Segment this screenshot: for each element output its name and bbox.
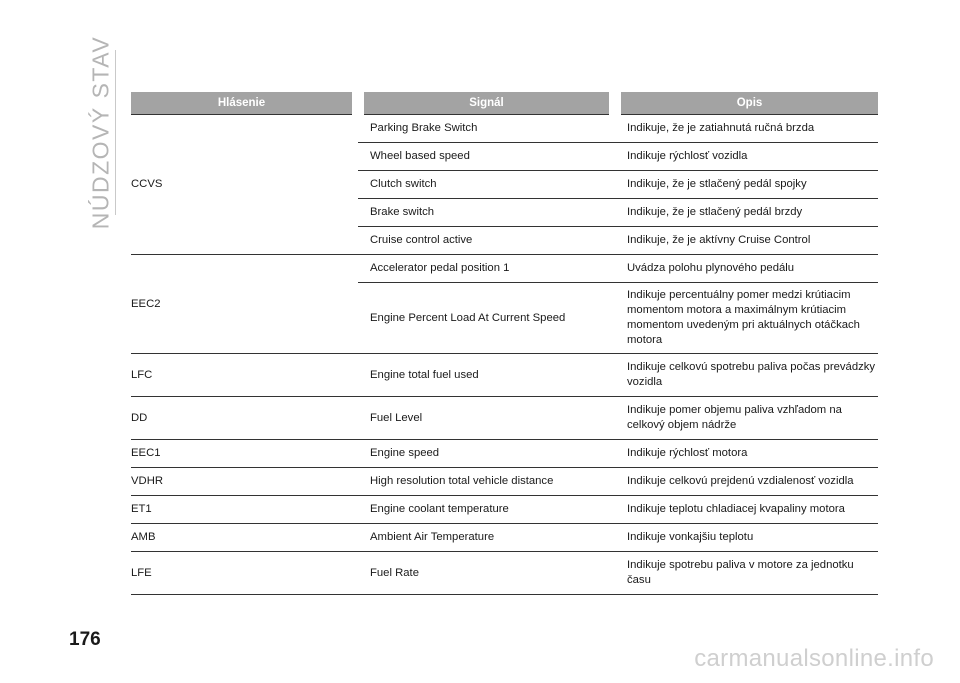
signal-cell: Engine coolant temperature — [358, 496, 615, 524]
signal-cell: High resolution total vehicle distance — [358, 468, 615, 496]
message-cell: VDHR — [131, 468, 358, 496]
table-row — [131, 115, 878, 143]
description-cell: Indikuje celkovú prejdenú vzdialenosť vozidla — [615, 468, 878, 496]
description-cell: Indikuje spotrebu paliva v motore za jednotku času — [615, 552, 878, 595]
watermark: carmanualsonline.info — [694, 645, 934, 672]
message-cell: EEC1 — [131, 440, 358, 468]
description-cell: Indikuje rýchlosť vozidla — [615, 143, 878, 171]
message-cell: LFE — [131, 552, 358, 595]
signal-cell: Engine Percent Load At Current Speed — [358, 283, 615, 354]
signal-cell: Engine speed — [358, 440, 615, 468]
section-title — [86, 35, 116, 230]
signal-cell: Engine total fuel used — [358, 354, 615, 397]
signal-cell: Accelerator pedal position 1 — [358, 255, 615, 283]
message-cell: AMB — [131, 524, 358, 552]
message-cell: DD — [131, 397, 358, 440]
table-row — [131, 354, 878, 397]
description-cell: Indikuje pomer objemu paliva vzhľadom na celkový objem nádrže — [615, 397, 878, 440]
table-header-row — [131, 92, 878, 115]
message-cell: CCVS — [131, 115, 358, 255]
description-cell: Indikuje, že je zatiahnutá ručná brzda — [615, 115, 878, 143]
message-cell: LFC — [131, 354, 358, 397]
signal-cell: Ambient Air Temperature — [358, 524, 615, 552]
table-row — [131, 397, 878, 440]
message-cell: EEC2 — [131, 255, 358, 354]
description-cell: Indikuje vonkajšiu teplotu — [615, 524, 878, 552]
signal-cell: Fuel Rate — [358, 552, 615, 595]
description-cell: Indikuje, že je aktívny Cruise Control — [615, 227, 878, 255]
signal-cell: Clutch switch — [358, 171, 615, 199]
column-header-message: Hlásenie — [131, 92, 358, 115]
description-cell: Uvádza polohu plynového pedálu — [615, 255, 878, 283]
table-row — [131, 468, 878, 496]
signal-cell: Cruise control active — [358, 227, 615, 255]
description-cell: Indikuje, že je stlačený pedál brzdy — [615, 199, 878, 227]
description-cell: Indikuje rýchlosť motora — [615, 440, 878, 468]
section-title-text: NÚDZOVÝ STAV — [87, 35, 114, 230]
signal-cell: Fuel Level — [358, 397, 615, 440]
message-cell: ET1 — [131, 496, 358, 524]
table-row — [131, 440, 878, 468]
table-row — [131, 552, 878, 595]
signal-cell: Wheel based speed — [358, 143, 615, 171]
signal-table — [131, 92, 878, 595]
description-cell: Indikuje celkovú spotrebu paliva počas prevádzky vozidla — [615, 354, 878, 397]
table-row — [131, 255, 878, 283]
column-header-description: Opis — [615, 92, 878, 115]
table-row — [131, 524, 878, 552]
column-header-signal: Signál — [358, 92, 615, 115]
table-row — [131, 496, 878, 524]
page-number: 176 — [69, 629, 101, 650]
description-cell: Indikuje, že je stlačený pedál spojky — [615, 171, 878, 199]
signal-cell: Parking Brake Switch — [358, 115, 615, 143]
description-cell: Indikuje teplotu chladiacej kvapaliny motora — [615, 496, 878, 524]
description-cell: Indikuje percentuálny pomer medzi krútiacim momentom motora a maximálnym krútiacim momentom uvedeným pri aktuálnych otáčkach motora — [615, 283, 878, 354]
signal-cell: Brake switch — [358, 199, 615, 227]
section-divider — [115, 50, 116, 215]
